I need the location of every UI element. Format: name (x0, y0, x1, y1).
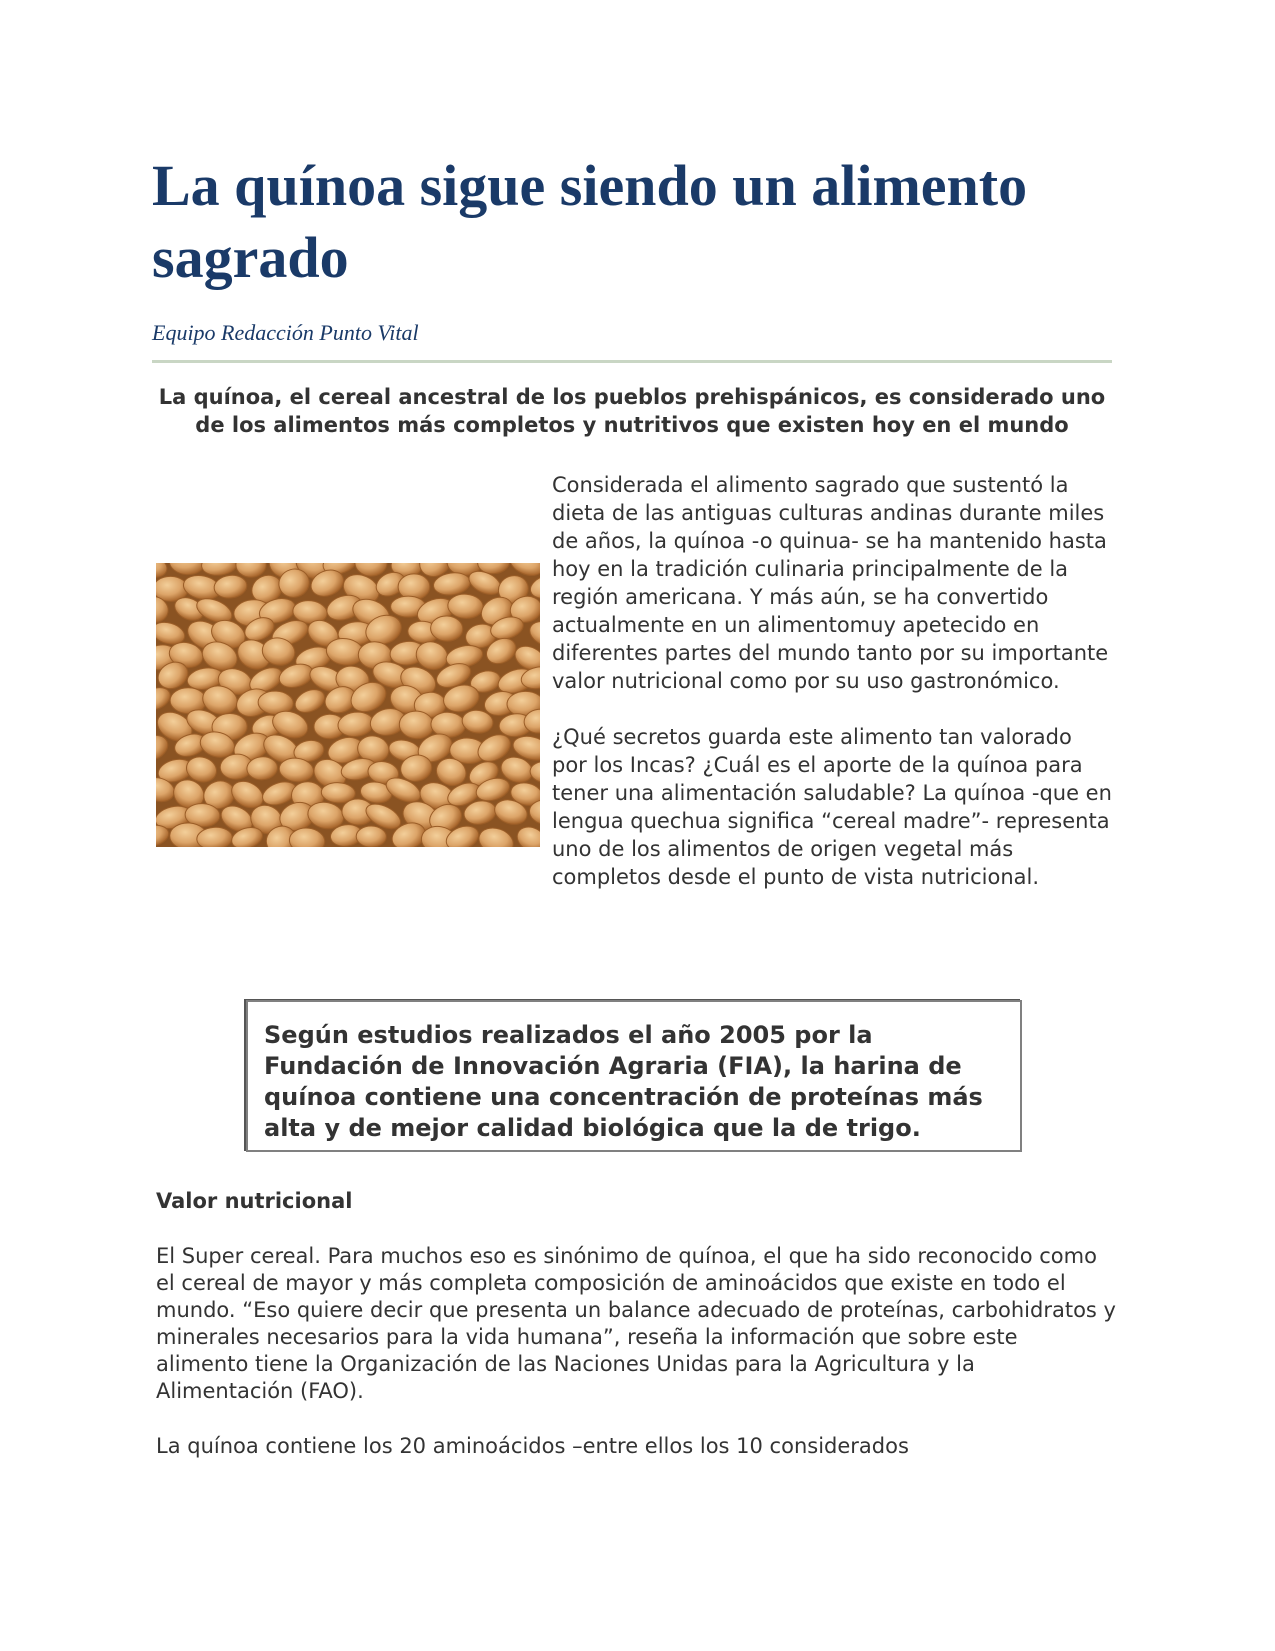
intro-text (552, 471, 1112, 919)
intro-section (152, 471, 1112, 951)
body-paragraph: La quínoa contiene los 20 aminoácidos –entre ellos los 10 considerados (156, 1434, 909, 1458)
section-heading: Valor nutricional (156, 1189, 353, 1213)
callout-text: Según estudios realizados el año 2005 por la Fundación de Innovación Agraria (FIA), la harina de quínoa contiene una concentración de proteínas más alta y de mejor calidad biológica que la de trigo. (264, 1021, 983, 1142)
divider (152, 360, 1112, 363)
article (152, 150, 1112, 951)
article-lead: La quínoa, el cereal ancestral de los pueblos prehispánicos, es considerado uno de los alimentos más completos y nutritivos que existen hoy en el mundo (158, 385, 1106, 437)
callout-box (246, 1000, 1022, 1152)
body-paragraph: El Super cereal. Para muchos eso es sinónimo de quínoa, el que ha sido reconocido como el cereal de mayor y más completa composición de aminoácidos que existe en todo el mundo. “Eso quiere decir que presenta un balance adecuado de proteínas, carbohidratos y minerales necesarios para la vida humana”, reseña la información que sobre este alimento tiene la Organización de las Naciones Unidas para la Agricultura y la Alimentación (FAO). (156, 1244, 1116, 1403)
quinoa-grains-photo (156, 563, 540, 847)
nutrition-section (156, 1188, 1116, 1488)
intro-paragraph: Considerada el alimento sagrado que sustentó la dieta de las antiguas culturas andinas durante miles de años, la quínoa -o quinua- se ha mantenido hasta hoy en la tradición culinaria principalmente de la región americana. Y más aún, se ha convertido actualmente en un alimentomuy apetecido en diferentes partes del mundo tanto por su importante valor nutricional como por su uso gastronómico. (552, 473, 1109, 693)
intro-paragraph: ¿Qué secretos guarda este alimento tan valorado por los Incas? ¿Cuál es el aporte de la quínoa para tener una alimentación saludable? La quínoa -que en lengua quechua significa “cereal madre”- representa uno de los alimentos de origen vegetal más completos desde el punto de vista nutricional. (552, 725, 1112, 889)
article-byline: Equipo Redacción Punto Vital (152, 320, 419, 345)
article-title: La quínoa sigue siendo un alimento sagrado (152, 153, 1028, 290)
